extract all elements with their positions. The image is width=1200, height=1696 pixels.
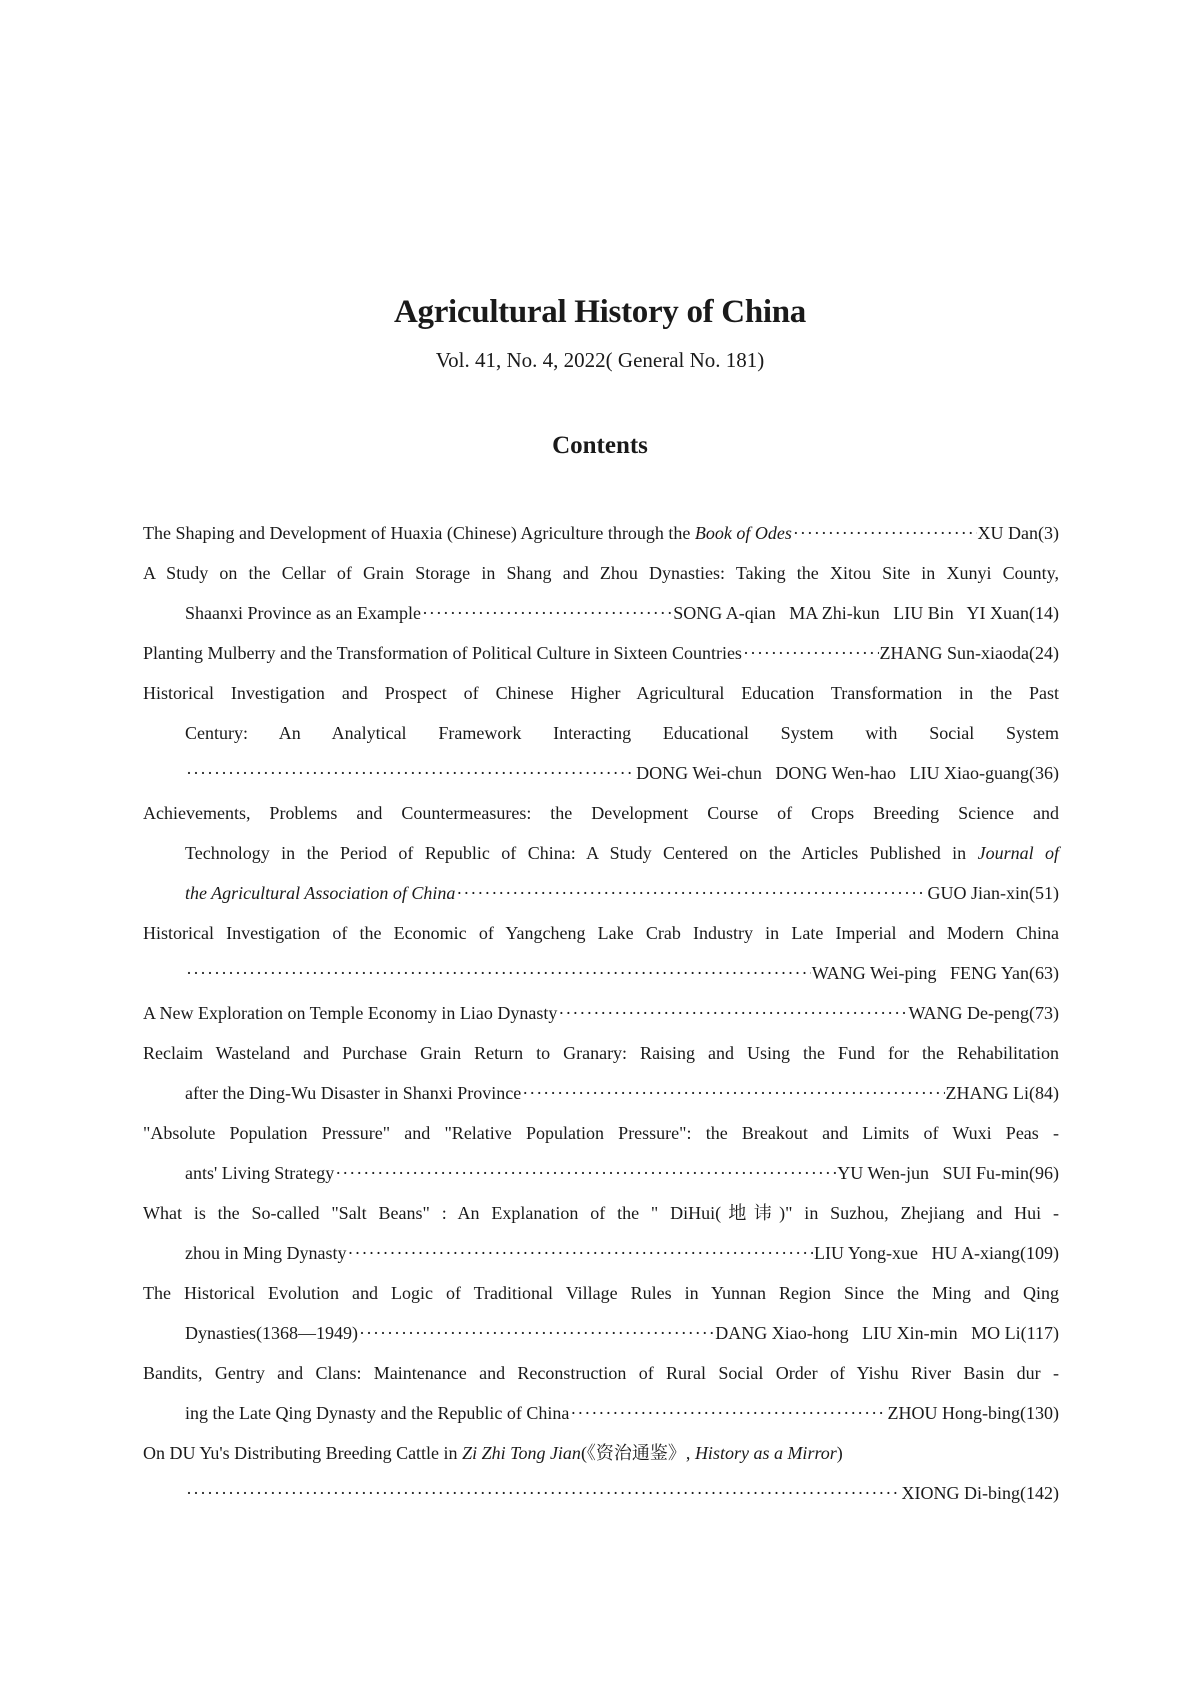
toc-entry[interactable]	[143, 1273, 1059, 1353]
author-page: ZHANG Sun-xiaoda(24)	[879, 643, 1059, 663]
toc-line	[143, 1073, 1059, 1113]
toc-title-text: Bandits, Gentry and Clans: Maintenance and Reconstruction of Rural Social Order of Yishu River Basin dur -	[143, 1363, 1059, 1383]
leader-dots	[422, 593, 672, 633]
toc-entry[interactable]	[143, 1353, 1059, 1433]
toc-line	[143, 833, 1059, 873]
toc-entry[interactable]	[143, 553, 1059, 633]
toc-line	[143, 1233, 1059, 1273]
toc-entry[interactable]	[143, 1113, 1059, 1193]
toc-title-text: Reclaim Wasteland and Purchase Grain Return to Granary: Raising and Using the Fund for the Rehabilitation	[143, 1043, 1059, 1063]
author-page: ZHANG Li(84)	[945, 1083, 1059, 1103]
toc-line	[143, 673, 1059, 713]
toc-line	[143, 913, 1059, 953]
toc-title-text: Historical Investigation and Prospect of Chinese Higher Agricultural Education Transformation in the Past	[143, 683, 1059, 703]
toc-line	[143, 1113, 1059, 1153]
leader-dots	[558, 993, 907, 1033]
leader-dots	[522, 1073, 944, 1113]
toc-line	[143, 1033, 1059, 1073]
toc-entry[interactable]	[143, 1433, 1059, 1513]
table-of-contents	[143, 513, 1059, 1513]
toc-line	[143, 513, 1059, 553]
toc-entry[interactable]	[143, 793, 1059, 913]
leader-dots	[570, 1393, 886, 1433]
leader-dots	[793, 513, 977, 553]
toc-line	[143, 633, 1059, 673]
toc-entry[interactable]	[143, 633, 1059, 673]
leader-dots	[456, 873, 926, 913]
toc-entry[interactable]	[143, 1033, 1059, 1113]
leader-dots	[335, 1153, 836, 1193]
toc-entry[interactable]	[143, 993, 1059, 1033]
toc-line	[143, 553, 1059, 593]
toc-title-text: Planting Mulberry and the Transformation of Political Culture in Sixteen Countries	[143, 643, 742, 663]
toc-title-text: "Absolute Population Pressure" and "Relative Population Pressure": the Breakout and Limits of Wuxi Peas -	[143, 1123, 1059, 1143]
toc-line	[143, 1393, 1059, 1433]
toc-line	[143, 873, 1059, 913]
author-page: XIONG Di-bing(142)	[901, 1483, 1059, 1503]
leader-dots	[348, 1233, 814, 1273]
toc-line	[143, 993, 1059, 1033]
author-page: DANG Xiao-hong LIU Xin-min MO Li(117)	[715, 1323, 1059, 1343]
toc-title-text: Historical Investigation of the Economic of Yangcheng Lake Crab Industry in Late Imperial and Modern China	[143, 923, 1059, 943]
toc-line	[143, 593, 1059, 633]
toc-line	[143, 1153, 1059, 1193]
toc-line	[143, 1273, 1059, 1313]
journal-title: Agricultural History of China	[393, 294, 807, 330]
toc-title-text: Century: An Analytical Framework Interacting Educational System with Social System	[185, 723, 1059, 743]
author-page: WANG De-peng(73)	[908, 1003, 1059, 1023]
toc-line	[143, 953, 1059, 993]
toc-entry[interactable]	[143, 913, 1059, 993]
toc-line	[143, 713, 1059, 753]
toc-title-text: after the Ding-Wu Disaster in Shanxi Province	[185, 1083, 522, 1103]
author-page: YU Wen-jun SUI Fu-min(96)	[837, 1163, 1059, 1183]
toc-title-text: Achievements, Problems and Countermeasures: the Development Course of Crops Breeding Science and	[143, 803, 1059, 823]
author-page: ZHOU Hong-bing(130)	[887, 1403, 1059, 1423]
contents-heading: Contents	[552, 432, 648, 459]
toc-line	[143, 1433, 1059, 1473]
leader-dots	[359, 1313, 714, 1353]
toc-title-text: ing the Late Qing Dynasty and the Republic of China	[185, 1403, 570, 1423]
toc-title-text: Technology in the Period of Republic of China: A Study Centered on the Articles Published in Journal of	[185, 843, 1060, 863]
author-page: DONG Wei-chun DONG Wen-hao LIU Xiao-guang(36)	[636, 763, 1059, 783]
toc-title-text: What is the So-called "Salt Beans" : An Explanation of the " DiHui(地讳)" in Suzhou, Zhejiang and Hui -	[143, 1203, 1059, 1223]
author-page: WANG Wei-ping FENG Yan(63)	[811, 963, 1059, 983]
toc-title-text: The Shaping and Development of Huaxia (Chinese) Agriculture through the Book of Odes	[143, 523, 792, 543]
toc-entry[interactable]	[143, 673, 1059, 793]
toc-entry[interactable]	[143, 513, 1059, 553]
toc-title-text: Dynasties(1368—1949)	[185, 1323, 358, 1343]
toc-line	[143, 793, 1059, 833]
toc-line	[143, 1353, 1059, 1393]
toc-title-text: A Study on the Cellar of Grain Storage in Shang and Zhou Dynasties: Taking the Xitou Site in Xunyi County,	[143, 563, 1059, 583]
leader-dots	[743, 633, 879, 673]
toc-title-text: A New Exploration on Temple Economy in Liao Dynasty	[143, 1003, 558, 1023]
author-page: SONG A-qian MA Zhi-kun LIU Bin YI Xuan(14)	[673, 603, 1059, 623]
toc-title-text: ants' Living Strategy	[185, 1163, 335, 1183]
toc-title-text: Shaanxi Province as an Example	[185, 603, 421, 623]
leader-dots	[186, 753, 635, 793]
toc-entry[interactable]	[143, 1193, 1059, 1273]
toc-line	[143, 753, 1059, 793]
toc-title-text: The Historical Evolution and Logic of Traditional Village Rules in Yunnan Region Since the Ming and Qing	[143, 1283, 1059, 1303]
toc-line	[143, 1313, 1059, 1353]
author-page: LIU Yong-xue HU A-xiang(109)	[814, 1243, 1059, 1263]
toc-line	[143, 1473, 1059, 1513]
leader-dots	[186, 1473, 901, 1513]
leader-dots	[186, 953, 811, 993]
toc-title-text: On DU Yu's Distributing Breeding Cattle in Zi Zhi Tong Jian(《资治通鉴》, History as a Mirror)	[143, 1443, 843, 1463]
toc-line	[143, 1193, 1059, 1233]
issue-line: Vol. 41, No. 4, 2022( General No. 181)	[435, 348, 765, 372]
toc-title-text: zhou in Ming Dynasty	[185, 1243, 347, 1263]
toc-title-text: the Agricultural Association of China	[185, 883, 456, 903]
author-page: XU Dan(3)	[977, 523, 1059, 543]
author-page: GUO Jian-xin(51)	[927, 883, 1059, 903]
